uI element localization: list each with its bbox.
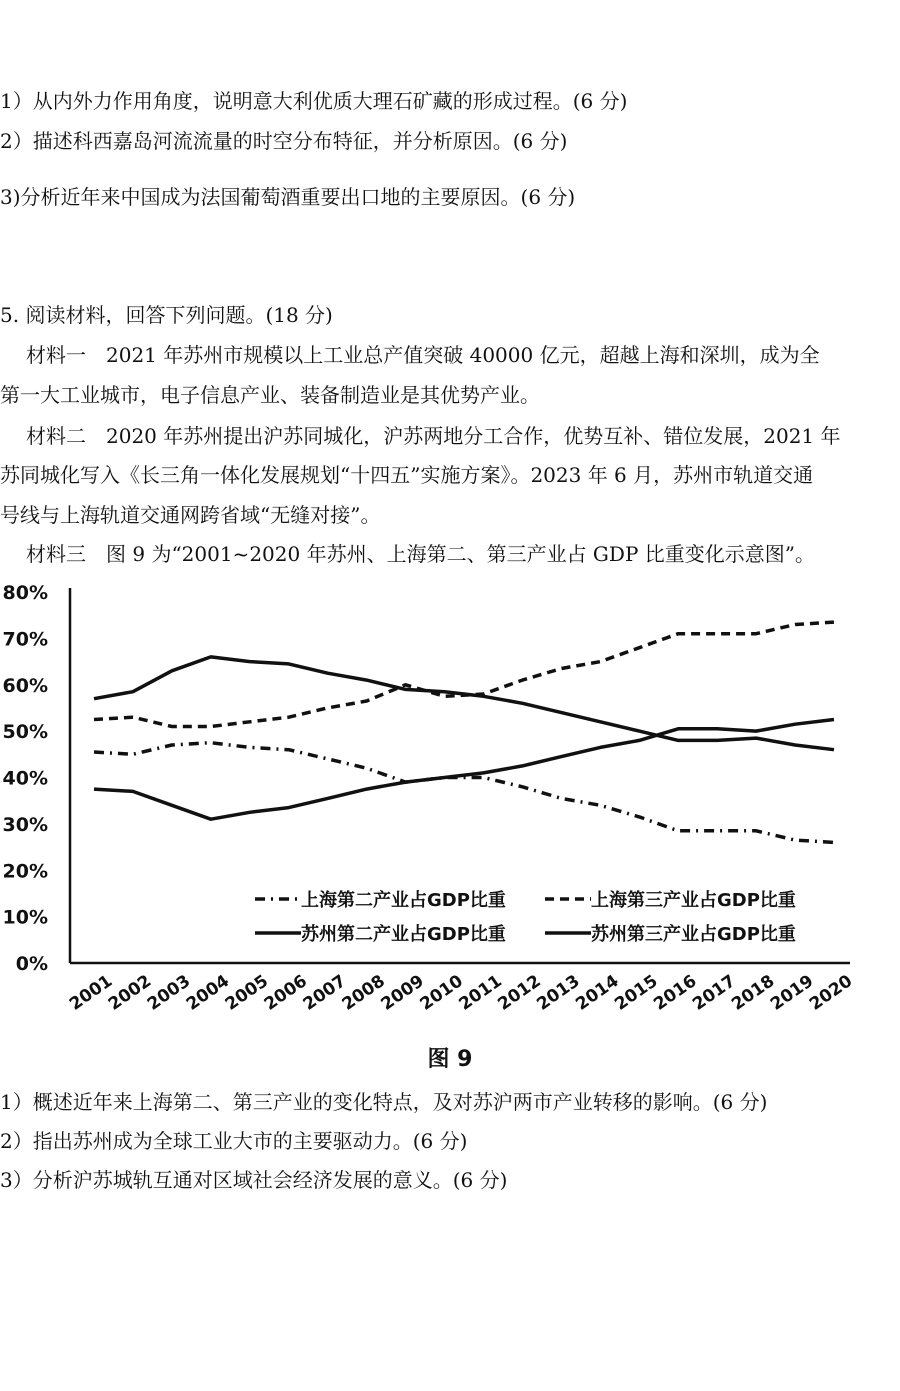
x-tick-label: 2004 (182, 971, 234, 1015)
series-line-4 (94, 720, 834, 820)
x-tick-label: 2006 (260, 971, 311, 1015)
y-tick-label: 40% (2, 767, 48, 790)
legend-label-2: 上海第三产业占GDP比重 (591, 890, 796, 911)
material-2-line-3: 号线与上海轨道交通网跨省域“无缝对接”。 (0, 503, 381, 527)
x-tick-label: 2003 (143, 971, 195, 1015)
y-tick-label: 20% (2, 860, 48, 883)
question-bottom-2: 2）指出苏州成为全球工业大市的主要驱动力。(6 分) (0, 1129, 468, 1153)
x-tick-label: 2009 (377, 971, 428, 1015)
series-line-3 (94, 657, 834, 750)
x-tick-label: 2015 (611, 971, 662, 1015)
y-tick-label: 70% (2, 628, 48, 651)
gdp-share-line-chart (0, 572, 900, 1032)
y-tick-label: 80% (2, 582, 48, 604)
material-2-line-2: 苏同城化写入《长三角一体化发展规划“十四五”实施方案》。2023 年 6 月，苏州市轨道交通 (0, 463, 814, 487)
material-1-line-2: 第一大工业城市，电子信息产业、装备制造业是其优势产业。 (0, 383, 540, 407)
x-tick-label: 2002 (104, 971, 156, 1015)
x-tick-label: 2018 (728, 971, 779, 1015)
x-tick-label: 2010 (416, 971, 467, 1015)
question-bottom-1: 1）概述近年来上海第二、第三产业的变化特点，及对苏沪两市产业转移的影响。(6 分) (0, 1090, 768, 1114)
question-bottom-3: 3）分析沪苏城轨互通对区域社会经济发展的意义。(6 分) (0, 1168, 508, 1192)
y-tick-label: 60% (2, 674, 48, 697)
question-top-2: 2）描述科西嘉岛河流流量的时空分布特征，并分析原因。(6 分) (0, 129, 568, 153)
y-tick-label: 10% (2, 906, 48, 929)
material-3-line-1: 材料三 图 9 为“2001~2020 年苏州、上海第二、第三产业占 GDP 比重变化示意图”。 (26, 542, 815, 566)
legend-label-1: 上海第二产业占GDP比重 (301, 890, 506, 911)
material-1-line-1: 材料一 2021 年苏州市规模以上工业总产值突破 40000 亿元，超越上海和深圳，成为全 (26, 343, 820, 367)
x-tick-label: 2005 (221, 971, 273, 1015)
x-tick-label: 2020 (806, 971, 857, 1015)
x-tick-label: 2007 (299, 971, 350, 1015)
x-tick-label: 2016 (650, 971, 701, 1015)
x-tick-label: 2017 (689, 971, 740, 1015)
question-top-3: 3)分析近年来中国成为法国葡萄酒重要出口地的主要原因。(6 分) (0, 185, 576, 209)
y-tick-label: 50% (2, 721, 48, 744)
x-tick-label: 2019 (767, 971, 818, 1015)
legend-label-3: 苏州第二产业占GDP比重 (301, 924, 506, 945)
x-tick-label: 2012 (494, 971, 545, 1015)
x-tick-label: 2014 (572, 971, 623, 1015)
y-tick-label: 0% (15, 953, 48, 975)
section-heading: 5. 阅读材料，回答下列问题。(18 分) (0, 303, 333, 327)
question-top-1: 1）从内外力作用角度，说明意大利优质大理石矿藏的形成过程。(6 分) (0, 89, 628, 113)
x-tick-label: 2001 (66, 971, 117, 1015)
legend-label-4: 苏州第三产业占GDP比重 (591, 924, 796, 945)
x-tick-label: 2008 (338, 971, 389, 1015)
material-2-line-1: 材料二 2020 年苏州提出沪苏同城化，沪苏两地分工合作，优势互补、错位发展，2021 年 (26, 424, 841, 448)
series-line-2 (94, 622, 834, 726)
series-line-1 (94, 743, 834, 843)
y-tick-label: 30% (2, 813, 48, 836)
figure-caption: 图 9 (427, 1047, 473, 1072)
x-tick-label: 2011 (455, 971, 506, 1015)
x-tick-label: 2013 (533, 971, 584, 1015)
